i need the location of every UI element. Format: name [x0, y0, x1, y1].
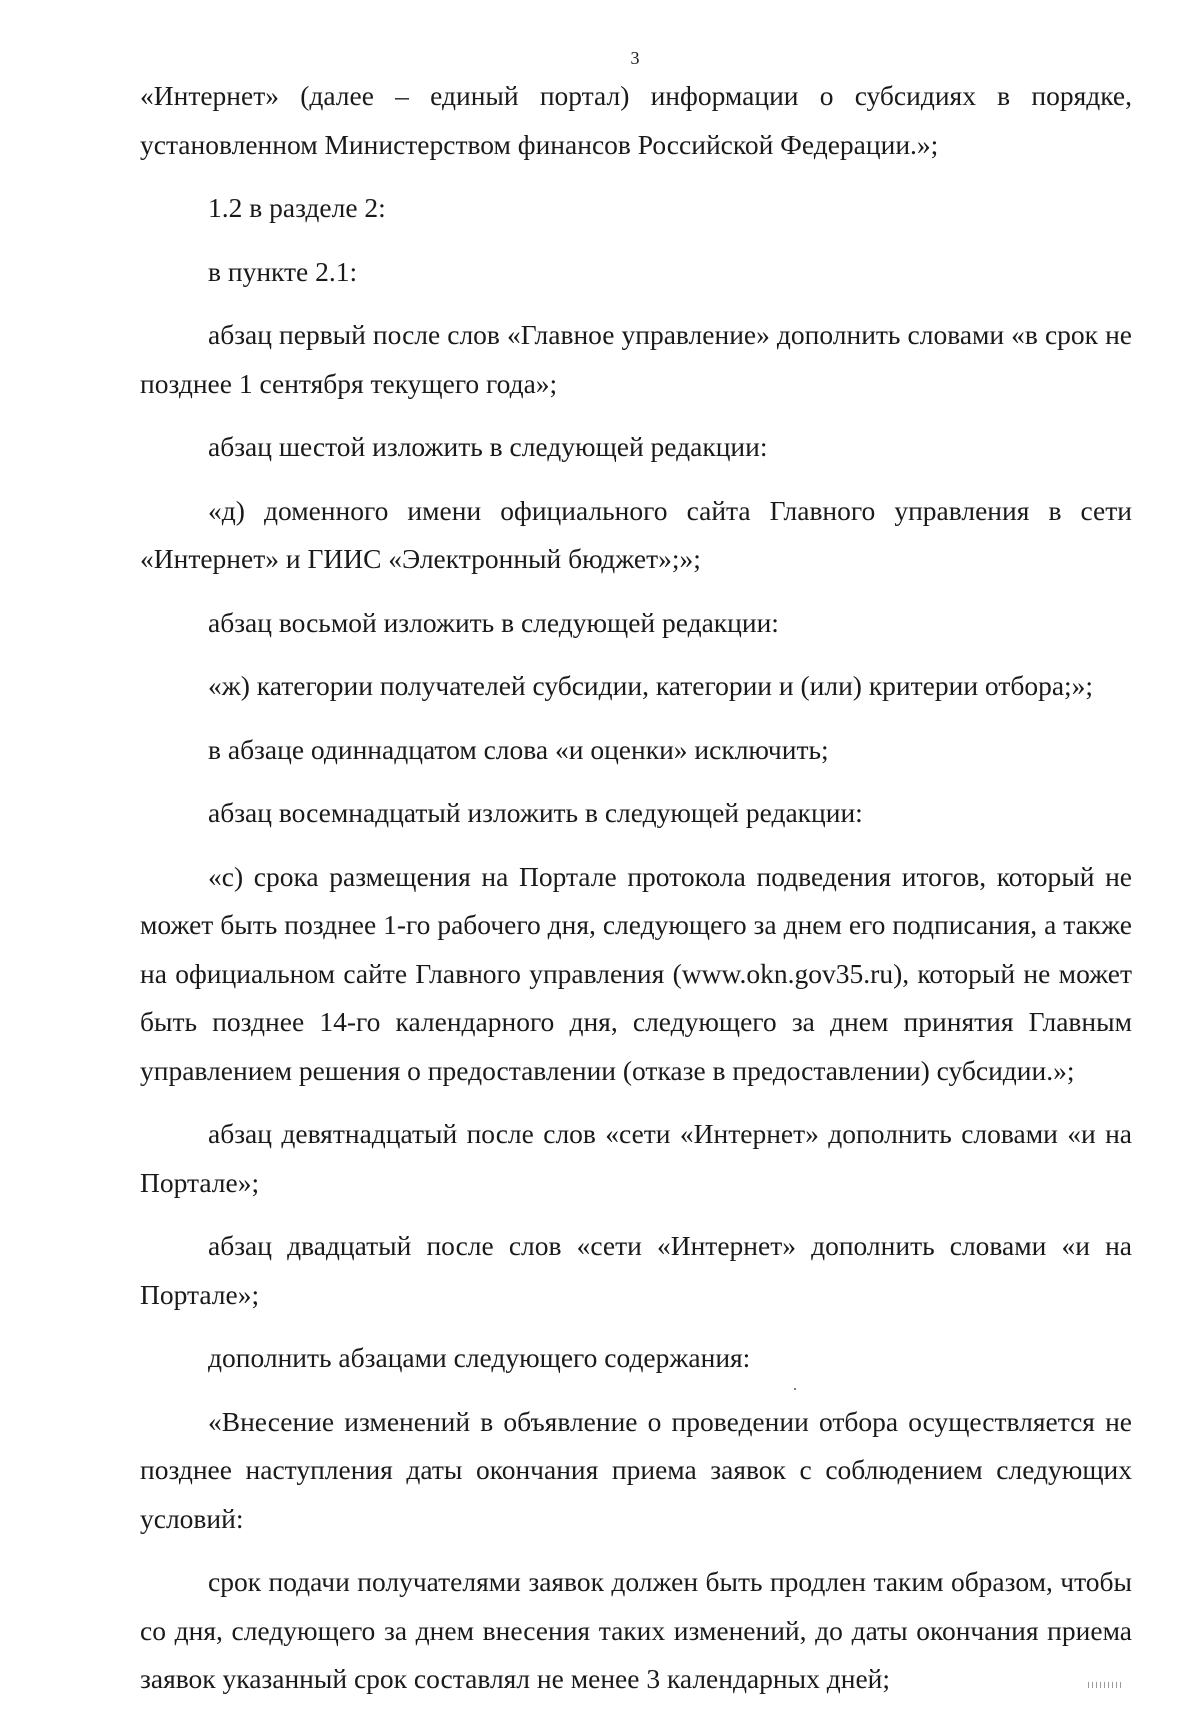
paragraph: «с) срока размещения на Портале протокола подведения итогов, который не может быть позднее 1-го рабочего дня, следующего за днем его подписания, а также на официальном сайте Главного управления (www.okn.gov35.ru), который не может быть позднее 14-го календарного дня, следующего за днем принятия Главным управлением решения о предоставлении (отказе в предоставлении) субсидии.»; — [140, 860, 1132, 1086]
paragraph: срок подачи получателями заявок должен быть продлен таким образом, чтобы со дня, следующего за днем внесения таких изменений, до даты окончания приема заявок указанный срок составлял не менее 3 календарных дней; — [140, 1566, 1132, 1694]
page-number: 3 — [630, 48, 640, 68]
document-body — [140, 72, 1132, 1719]
scan-mark — [1088, 1682, 1122, 1688]
paragraph: в абзаце одиннадцатом слова «и оценки» исключить; — [208, 733, 829, 765]
paragraph: в пункте 2.1: — [208, 255, 358, 287]
paragraph: абзац первый после слов «Главное управление» дополнить словами «в срок не позднее 1 сентября текущего года»; — [140, 319, 1132, 399]
scan-speck — [794, 1388, 796, 1390]
paragraph: дополнить абзацами следующего содержания: — [208, 1342, 751, 1373]
paragraph: абзац восемнадцатый изложить в следующей редакции: — [208, 797, 863, 828]
paragraph: 1.2 в разделе 2: — [208, 192, 386, 223]
paragraph: «Внесение изменений в объявление о проведении отбора осуществляется не позднее наступления даты окончания приема заявок с соблюдением следующих условий: — [140, 1405, 1132, 1534]
paragraph: «ж) категории получателей субсидии, категории и (или) критерии отбора;»; — [208, 670, 1094, 701]
paragraph: абзац восьмой изложить в следующей редакции: — [208, 606, 779, 638]
paragraph: абзац шестой изложить в следующей редакции: — [208, 431, 768, 462]
paragraph: «д) доменного имени официального сайта Главного управления в сети «Интернет» и ГИИС «Электронный бюджет»;»; — [140, 494, 1132, 574]
paragraph: «Интернет» (далее – единый портал) информации о субсидиях в порядке, установленном Министерством финансов Российской Федерации.»; — [140, 80, 1132, 160]
paragraph: абзац двадцатый после слов «сети «Интернет» дополнить словами «и на Портале»; — [140, 1230, 1132, 1310]
paragraph: абзац девятнадцатый после слов «сети «Интернет» дополнить словами «и на Портале»; — [140, 1118, 1132, 1198]
